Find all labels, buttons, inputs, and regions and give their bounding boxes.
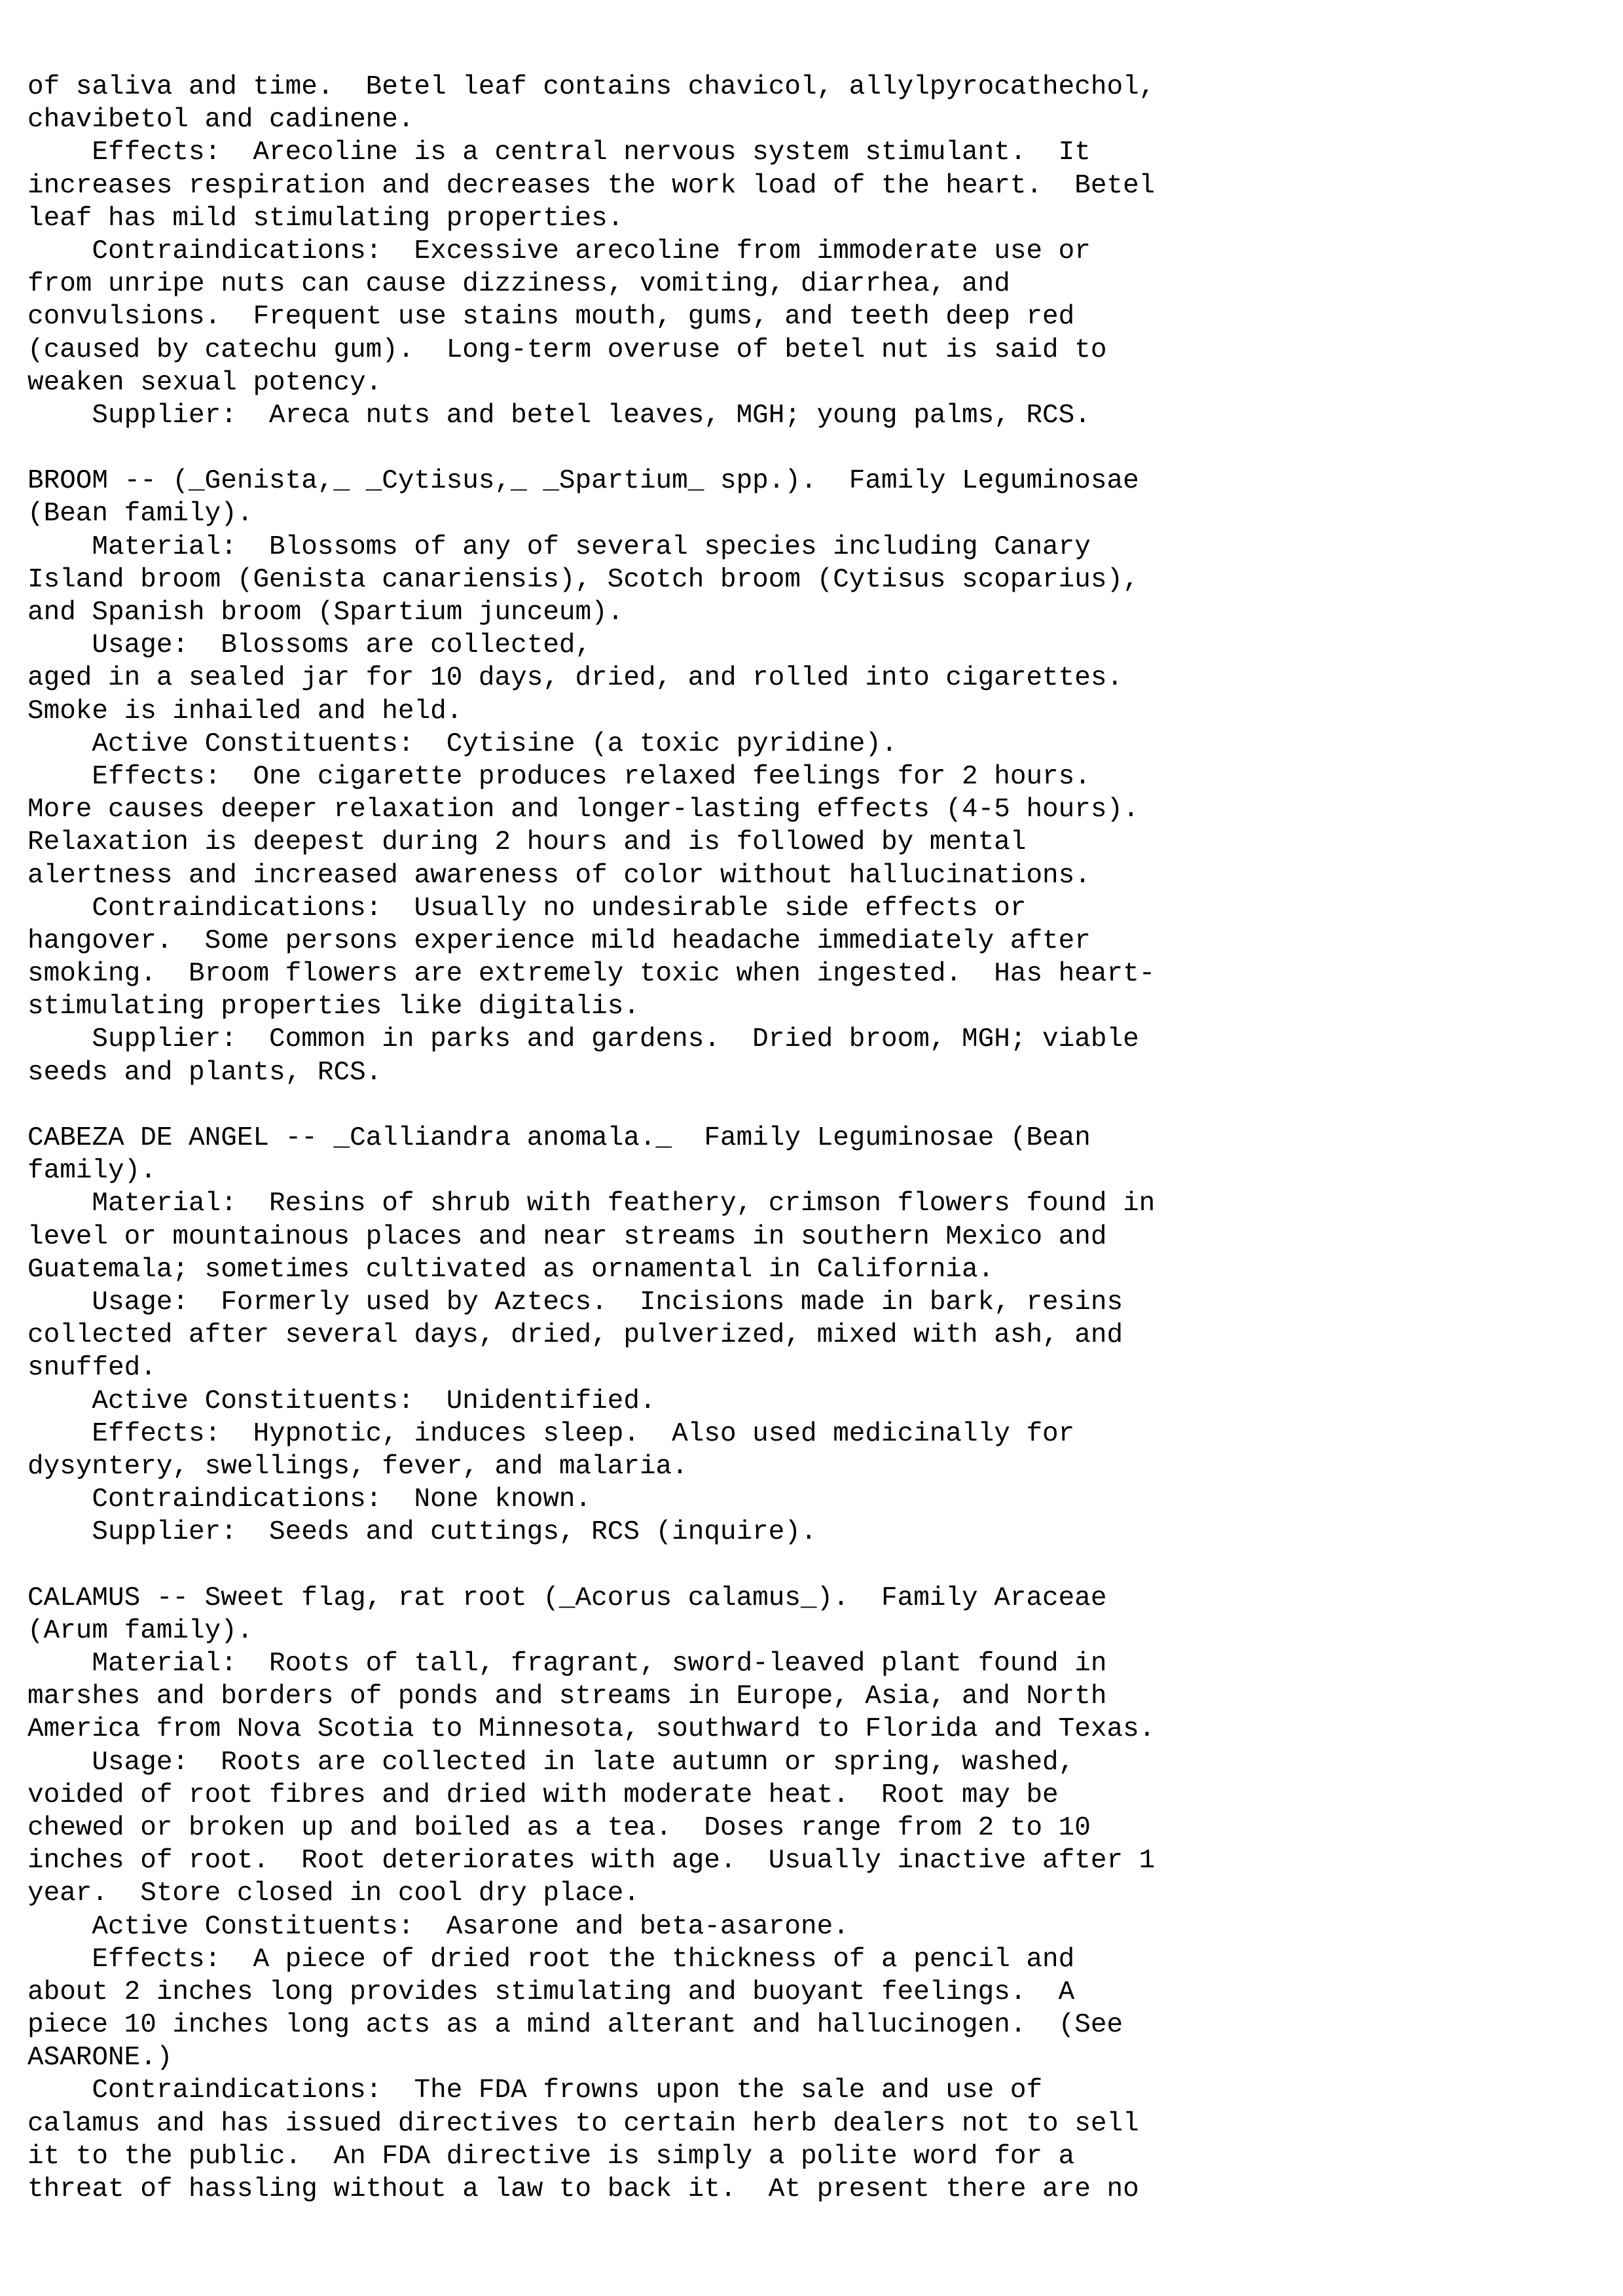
text-line: leaf has mild stimulating properties. [27, 203, 624, 234]
text-line: and Spanish broom (Spartium junceum). [27, 598, 624, 628]
text-line: seeds and plants, RCS. [27, 1057, 382, 1088]
document-page [27, 71, 1599, 2206]
text-line: More causes deeper relaxation and longer-lasting effects (4-5 hours). [27, 795, 1139, 825]
text-line: CABEZA DE ANGEL -- _Calliandra anomala._ Family Leguminosae (Bean [27, 1123, 1091, 1153]
text-line: inches of root. Root deteriorates with age. Usually inactive after 1 [27, 1846, 1156, 1876]
text-line: dysyntery, swellings, fever, and malaria. [27, 1451, 688, 1482]
text-line: increases respiration and decreases the work load of the heart. Betel [27, 170, 1156, 201]
blank-line [27, 1549, 1599, 1581]
text-line: Contraindications: Excessive arecoline from immoderate use or [27, 236, 1091, 266]
text-line: aged in a sealed jar for 10 days, dried, and rolled into cigarettes. [27, 663, 1123, 694]
text-line: Relaxation is deepest during 2 hours and is followed by mental [27, 827, 1027, 858]
text-line: (Bean family). [27, 499, 253, 529]
text-line: Island broom (Genista canariensis), Scotch broom (Cytisus scoparius), [27, 564, 1139, 595]
text-line: threat of hassling without a law to back it. At present there are no [27, 2174, 1139, 2204]
text-line: Material: Resins of shrub with feathery, crimson flowers found in [27, 1189, 1156, 1219]
text-line: Contraindications: None known. [27, 1484, 592, 1515]
text-line: family). [27, 1156, 156, 1187]
text-line: Contraindications: The FDA frowns upon the sale and use of [27, 2075, 1043, 2106]
text-line: Active Constituents: Unidentified. [27, 1386, 656, 1416]
text-line: Effects: Arecoline is a central nervous system stimulant. It [27, 137, 1091, 168]
blank-line [27, 432, 1599, 465]
text-line: Supplier: Areca nuts and betel leaves, MGH; young palms, RCS. [27, 400, 1091, 431]
text-line: Usage: Roots are collected in late autumn or spring, washed, [27, 1747, 1075, 1778]
text-line: convulsions. Frequent use stains mouth, gums, and teeth deep red [27, 302, 1075, 332]
text-line: collected after several days, dried, pulverized, mixed with ash, and [27, 1320, 1123, 1351]
text-line: (caused by catechu gum). Long-term overuse of betel nut is said to [27, 334, 1107, 365]
text-line: Usage: Blossoms are collected, [27, 630, 592, 661]
text-line: ASARONE.) [27, 2043, 173, 2073]
text-line: Effects: A piece of dried root the thickness of a pencil and [27, 1944, 1075, 1975]
text-line: Effects: Hypnotic, induces sleep. Also used medicinally for [27, 1418, 1075, 1449]
text-line: Active Constituents: Cytisine (a toxic pyridine). [27, 728, 898, 759]
text-line: level or mountainous places and near streams in southern Mexico and [27, 1221, 1107, 1252]
text-line: of saliva and time. Betel leaf contains chavicol, allylpyrocathechol, [27, 72, 1156, 102]
text-line: smoking. Broom flowers are extremely toxic when ingested. Has heart- [27, 959, 1156, 990]
text-line: Supplier: Seeds and cuttings, RCS (inquire). [27, 1517, 817, 1548]
text-line: Effects: One cigarette produces relaxed feelings for 2 hours. [27, 761, 1091, 792]
text-line: hangover. Some persons experience mild headache immediately after [27, 925, 1091, 956]
text-line: chewed or broken up and boiled as a tea. Doses range from 2 to 10 [27, 1812, 1091, 1843]
text-line: weaken sexual potency. [27, 367, 382, 398]
text-line: Material: Roots of tall, fragrant, sword-leaved plant found in [27, 1649, 1107, 1679]
text-line: snuffed. [27, 1353, 156, 1384]
text-line: alertness and increased awareness of color without hallucinations. [27, 860, 1091, 891]
text-line: Smoke is inhailed and held. [27, 696, 463, 726]
text-line: about 2 inches long provides stimulating and buoyant feelings. A [27, 1977, 1075, 2007]
text-line: America from Nova Scotia to Minnesota, southward to Florida and Texas. [27, 1714, 1156, 1745]
text-line: Guatemala; sometimes cultivated as ornamental in California. [27, 1254, 994, 1285]
text-line: marshes and borders of ponds and streams in Europe, Asia, and North [27, 1681, 1107, 1712]
text-line: year. Store closed in cool dry place. [27, 1878, 640, 1909]
text-line: Supplier: Common in parks and gardens. Dried broom, MGH; viable [27, 1024, 1139, 1055]
text-line: it to the public. An FDA directive is simply a polite word for a [27, 2141, 1075, 2172]
blank-line [27, 1089, 1599, 1122]
text-line: Material: Blossoms of any of several species including Canary [27, 531, 1091, 562]
text-line: Usage: Formerly used by Aztecs. Incisions made in bark, resins [27, 1287, 1123, 1318]
text-line: (Arum family). [27, 1615, 253, 1646]
text-line: chavibetol and cadinene. [27, 105, 414, 135]
text-line: Contraindications: Usually no undesirable side effects or [27, 893, 1027, 924]
text-line: from unripe nuts can cause dizziness, vomiting, diarrhea, and [27, 269, 1010, 300]
text-line: piece 10 inches long acts as a mind alterant and hallucinogen. (See [27, 2010, 1123, 2041]
text-line: calamus and has issued directives to certain herb dealers not to sell [27, 2108, 1139, 2139]
text-line: voided of root fibres and dried with moderate heat. Root may be [27, 1780, 1059, 1810]
text-line: stimulating properties like digitalis. [27, 992, 640, 1022]
text-line: BROOM -- (_Genista,_ _Cytisus,_ _Spartium_ spp.). Family Leguminosae [27, 466, 1139, 497]
text-line: CALAMUS -- Sweet flag, rat root (_Acorus calamus_). Family Araceae [27, 1583, 1107, 1613]
text-line: Active Constituents: Asarone and beta-asarone. [27, 1911, 849, 1942]
